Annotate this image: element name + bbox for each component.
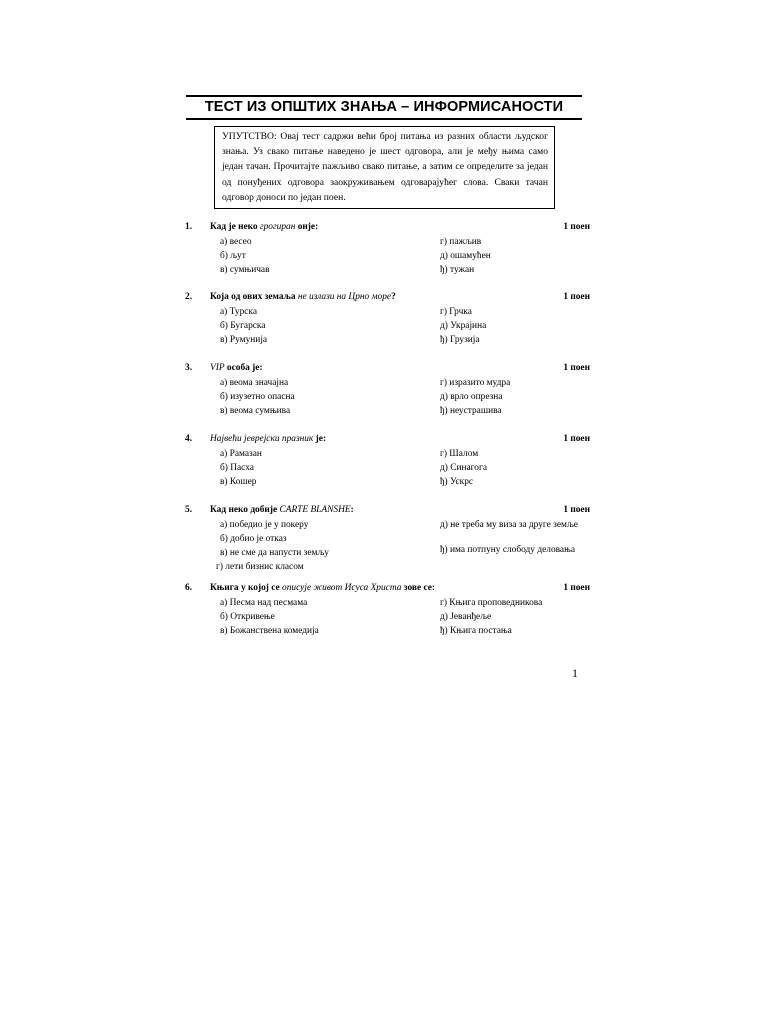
question-number: 1. — [185, 222, 193, 232]
answer-v[interactable]: в) сумњичав — [220, 265, 270, 275]
answer-dj[interactable]: ђ) Грузија — [440, 335, 480, 345]
question-points: 1 поен — [563, 363, 590, 373]
answer-v[interactable]: в) Кошер — [220, 477, 257, 487]
answer-dj[interactable]: ђ) Књига постања — [440, 626, 512, 636]
answer-d[interactable]: д) ошамућен — [440, 251, 491, 261]
question-5 — [185, 503, 590, 572]
answer-dj[interactable]: ђ) Ускрс — [440, 477, 474, 487]
question-4 — [185, 432, 590, 487]
question-number: 2. — [185, 292, 193, 302]
answer-d[interactable]: д) Јеванђеље — [440, 612, 492, 622]
answer-dj[interactable]: ђ) има потпуну слободу деловања — [440, 545, 576, 555]
page-title: ТЕСТ ИЗ ОПШТИХ ЗНАЊА – ИНФОРМИСАНОСТИ — [204, 99, 564, 115]
question-points: 1 поен — [563, 222, 590, 232]
answer-b[interactable]: б) Пасха — [220, 463, 254, 473]
question-points: 1 поен — [563, 434, 590, 444]
answer-a[interactable]: а) победио је у покеру — [220, 520, 309, 530]
answer-g[interactable]: г) Грчка — [440, 307, 472, 317]
question-number: 3. — [185, 363, 193, 373]
question-3 — [185, 361, 590, 416]
question-points: 1 поен — [563, 583, 590, 593]
question-text: Која од ових земаља не излази на Црно море? — [210, 292, 396, 302]
question-number: 5. — [185, 505, 193, 515]
answer-dj[interactable]: ђ) тужан — [440, 265, 475, 275]
answer-v[interactable]: в) веома сумњива — [220, 406, 291, 416]
answer-d[interactable]: д) Синагога — [440, 463, 487, 473]
answer-a[interactable]: а) Рамазан — [220, 449, 262, 459]
answer-g[interactable]: г) изразито мудра — [440, 378, 511, 388]
title-block — [186, 95, 582, 120]
answer-a[interactable]: а) весео — [220, 237, 252, 247]
question-1 — [185, 220, 590, 275]
answer-b[interactable]: б) љут — [220, 251, 246, 261]
answer-v[interactable]: в) Румунија — [220, 335, 268, 345]
question-text: Највећи јеврејски празник је: — [210, 434, 327, 444]
question-points: 1 поен — [563, 505, 590, 515]
answer-b[interactable]: б) Откривење — [220, 612, 275, 622]
answer-a[interactable]: а) Турска — [220, 307, 257, 317]
question-number: 4. — [185, 434, 193, 444]
answer-dj[interactable]: ђ) неустрашива — [440, 406, 502, 416]
question-text: Књига у којој се описује живот Исуса Христа зове се: — [210, 583, 436, 593]
question-text: VIP особа је: — [210, 363, 263, 373]
question-2 — [185, 290, 590, 345]
page-number: 1 — [572, 666, 578, 680]
answer-g[interactable]: г) лети бизнис класом — [216, 562, 304, 572]
answer-d[interactable]: д) врло опрезна — [440, 392, 503, 402]
answer-a[interactable]: а) веома значајна — [220, 378, 289, 388]
answer-b[interactable]: б) Бугарска — [220, 321, 266, 331]
answer-d[interactable]: д) не треба му виза за друге земље — [440, 520, 578, 530]
answer-d[interactable]: д) Украјина — [440, 321, 487, 331]
answer-v[interactable]: в) не сме да напусти земљу — [220, 548, 329, 558]
question-text: Кад неко добије CARTE BLANSHE: — [210, 505, 354, 515]
question-6 — [185, 581, 590, 636]
question-text: Кад је неко грогиран онје: — [210, 222, 319, 232]
answer-g[interactable]: г) пажљив — [440, 237, 482, 247]
question-points: 1 поен — [563, 292, 590, 302]
answer-a[interactable]: а) Песма над песмама — [220, 598, 308, 608]
answer-b[interactable]: б) добио је отказ — [220, 534, 287, 544]
answer-g[interactable]: г) Шалом — [440, 449, 479, 459]
answer-b[interactable]: б) изузетно опасна — [220, 392, 295, 402]
answer-v[interactable]: в) Божанствена комедија — [220, 626, 319, 636]
instructions-box: УПУТСТВО: Овај тест садржи већи број питања из разних области људског знања. Уз свако питање наведено је шест одговора, али је међу њима само један тачан. Прочитајте пажљиво свако питање, а затим се определите за један од понуђених одговора заокруживањем одговарајућег слова. Сваки тачан одговор доноси по један поен. — [214, 126, 555, 209]
answer-g[interactable]: г) Књига проповедникова — [440, 598, 543, 608]
question-number: 6. — [185, 583, 193, 593]
